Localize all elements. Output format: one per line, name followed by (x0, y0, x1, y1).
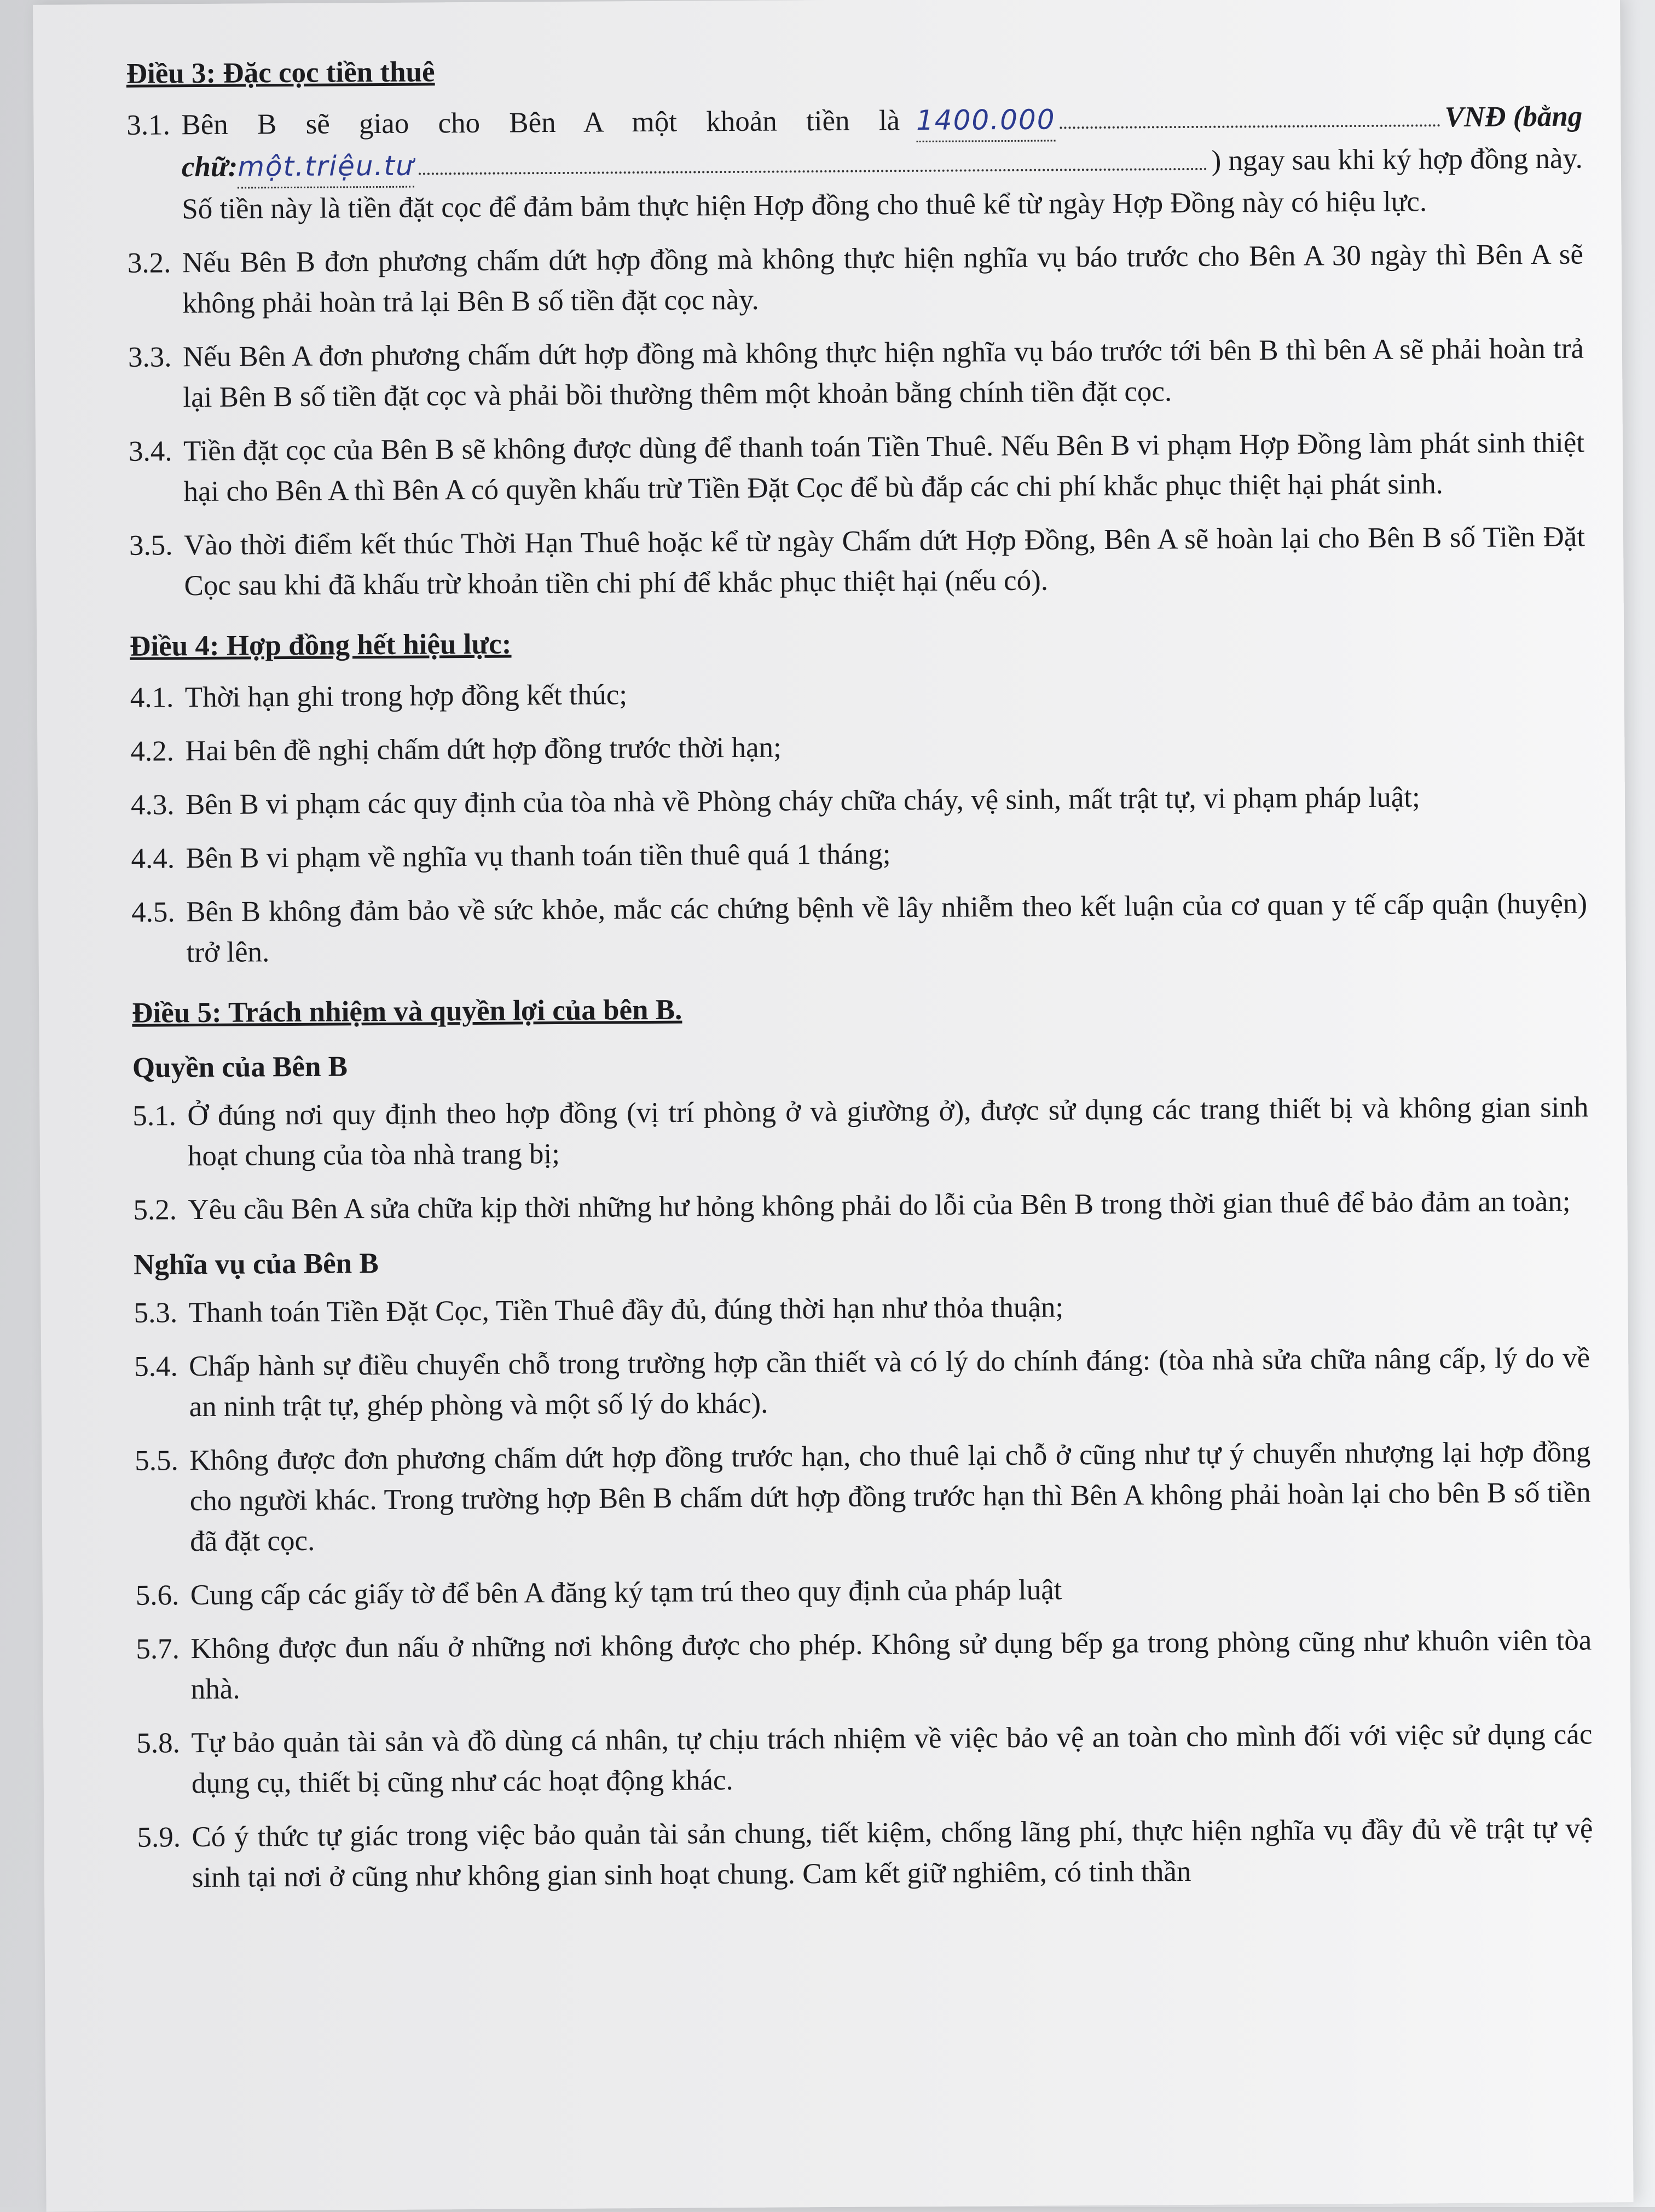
clause-text: Vào thời điểm kết thúc Thời Hạn Thuê hoặc kể từ ngày Chấm dứt Hợp Đồng, Bên A sẽ hoàn lại cho Bên B số Tiền Đặt Cọc sau khi đã khấu trừ khoản tiền chi phí để khắc phục thiệt hại (nếu có). (183, 521, 1585, 602)
clause-number: 4.1. (130, 681, 174, 714)
clause-5-4 (134, 1338, 1590, 1428)
clause-4-2 (130, 723, 1586, 772)
clause-5-7 (136, 1620, 1592, 1710)
clause-text: ) ngay sau khi ký hợp đồng này. (1211, 142, 1583, 177)
clause-text: Bên B vi phạm về nghĩa vụ thanh toán tiền thuê quá 1 tháng; (186, 838, 891, 875)
clause-number: 5.4. (134, 1350, 178, 1383)
duties-subtitle: Nghĩa vụ của Bên B (133, 1248, 379, 1281)
clause-text: Không được đơn phương chấm dứt hợp đồng trước hạn, cho thuê lại chỗ ở cũng như tự ý chuyển nhượng lại hợp đồng cho người khác. Trong trường hợp Bên B chấm dứt hợp đồng trước hạn thì Bên A không phải hoàn lại cho bên B số tiền đã đặt cọc. (189, 1436, 1591, 1558)
clause-text: Chấp hành sự điều chuyển chỗ trong trường hợp cần thiết và có lý do chính đáng: (tòa nhà sửa chữa nâng cấp, lý do về an ninh trật tự, ghép phòng và một số lý do khác). (189, 1342, 1590, 1423)
clause-text: Không được đun nấu ở những nơi không được cho phép. Không sử dụng bếp ga trong phòng cũng như khuôn viên tòa nhà. (190, 1624, 1592, 1706)
clause-number: 3.3. (128, 341, 172, 373)
clause-5-9 (137, 1809, 1593, 1898)
clause-3-1 (126, 96, 1583, 230)
clause-number: 4.2. (130, 735, 175, 767)
clause-number: 3.1. (126, 109, 171, 141)
handwritten-amount-words: một.triệu.tư (238, 146, 414, 189)
clause-3-5 (129, 517, 1585, 607)
clause-number: 4.3. (130, 789, 175, 821)
clause-text: Bên B vi phạm các quy định của tòa nhà về Phòng cháy chữa cháy, vệ sinh, mất trật tự, vi phạm pháp luật; (185, 781, 1420, 821)
rights-subtitle: Quyền của Bên B (132, 1050, 348, 1084)
clause-text: Bên B không đảm bảo về sức khỏe, mắc các chứng bệnh về lây nhiễm theo kết luận của cơ quan y tế cấp quận (huyện) trở lên. (186, 887, 1588, 969)
clause-number: 5.9. (137, 1821, 181, 1853)
clause-4-4 (131, 830, 1587, 879)
clause-number: 5.8. (136, 1727, 181, 1759)
clause-number: 5.5. (135, 1445, 178, 1477)
clause-5-5 (135, 1432, 1591, 1562)
clause-text: Hai bên đề nghị chấm dứt hợp đồng trước thời hạn; (185, 731, 782, 767)
clause-number: 5.3. (134, 1297, 178, 1329)
clause-text: Thanh toán Tiền Đặt Cọc, Tiền Thuê đầy đủ, đúng thời hạn như thỏa thuận; (188, 1291, 1064, 1329)
clause-text: Yêu cầu Bên A sửa chữa kịp thời những hư hỏng không phải do lỗi của Bên B trong thời gian thuê để bảo đảm an toàn; (188, 1185, 1571, 1226)
clause-text: Thời hạn ghi trong hợp đồng kết thúc; (184, 679, 628, 714)
clause-text: Số tiền này là tiền đặt cọc để đảm bảm thực hiện Hợp đồng cho thuê kể từ ngày Hợp Đồng này có hiệu lực. (182, 186, 1427, 226)
clause-5-6 (136, 1567, 1592, 1616)
clause-text: Bên B sẽ giao cho Bên A một khoản tiền là (181, 105, 900, 141)
clause-text: Cung cấp các giấy tờ để bên A đăng ký tạm trú theo quy định của pháp luật (190, 1574, 1062, 1612)
clause-text: Tự bảo quản tài sản và đồ dùng cá nhân, tự chịu trách nhiệm về việc bảo vệ an toàn cho mình đối với việc sử dụng các dụng cụ, thiết bị cũng như các hoạt động khác. (191, 1718, 1593, 1800)
clause-5-2 (133, 1181, 1589, 1231)
clause-text: Có ý thức tự giác trong việc bảo quản tài sản chung, tiết kiệm, chống lãng phí, thực hiện nghĩa vụ đầy đủ về trật tự vệ sinh tại nơi ở cũng như không gian sinh hoạt chung. Cam kết giữ nghiêm, có tinh thần (192, 1812, 1593, 1894)
clause-5-8 (136, 1714, 1593, 1804)
clause-number: 5.6. (135, 1579, 180, 1612)
handwritten-amount: 1400.000 (916, 99, 1056, 142)
clause-text: Tiền đặt cọc của Bên B sẽ không được dùng để thanh toán Tiền Thuê. Nếu Bên B vi phạm Hợp Đồng làm phát sinh thiệt hại cho Bên A thì Bên A có quyền khấu trừ Tiền Đặt Cọc để bù đắp các chi phí khắc phục thiệt hại phát sinh. (183, 426, 1585, 508)
clause-number: 4.4. (131, 842, 175, 875)
clause-number: 5.2. (133, 1194, 177, 1226)
words-label: chữ: (181, 151, 238, 183)
clause-number: 3.5. (129, 529, 173, 562)
clause-3-3 (128, 328, 1584, 418)
clause-5-3 (134, 1284, 1589, 1333)
clause-number: 5.1. (132, 1100, 177, 1132)
article-3-title: Điều 3: Đặc cọc tiền thuê (126, 56, 435, 90)
article-4-title: Điều 4: Hợp đồng hết hiệu lực: (130, 628, 512, 662)
article-5-title: Điều 5: Trách nhiệm và quyền lợi của bên B. (132, 994, 682, 1029)
clause-text: Nếu Bên B đơn phương chấm dứt hợp đồng mà không thực hiện nghĩa vụ báo trước cho Bên A 30 ngày thì Bên A sẽ không phải hoàn trả lại Bên B số tiền đặt cọc này. (182, 238, 1584, 320)
dotted-fill-line (1060, 99, 1440, 129)
contract-page (33, 0, 1634, 2212)
clause-4-5 (131, 883, 1588, 973)
clause-number: 5.7. (136, 1633, 180, 1665)
clause-text: Nếu Bên A đơn phương chấm dứt hợp đồng mà không thực hiện nghĩa vụ báo trước tới bên B thì bên A sẽ phải hoàn trả lại Bên B số tiền đặt cọc và phải bồi thường thêm một khoản bằng chính tiền đặt cọc. (182, 332, 1584, 414)
clause-3-4 (129, 423, 1585, 512)
clause-5-1 (132, 1087, 1589, 1177)
clause-3-2 (128, 234, 1584, 324)
clause-4-1 (130, 669, 1586, 718)
clause-number: 3.2. (127, 247, 171, 279)
dotted-fill-line (419, 143, 1207, 175)
page-content (126, 45, 1594, 1911)
currency-unit: VNĐ (bằng (1444, 100, 1583, 134)
clause-number: 3.4. (128, 435, 172, 467)
clause-text: Ở đúng nơi quy định theo hợp đồng (vị trí phòng ở và giường ở), được sử dụng các trang thiết bị và không gian sinh hoạt chung của tòa nhà trang bị; (187, 1091, 1589, 1173)
clause-number: 4.5. (131, 896, 175, 928)
clause-4-3 (131, 776, 1587, 825)
